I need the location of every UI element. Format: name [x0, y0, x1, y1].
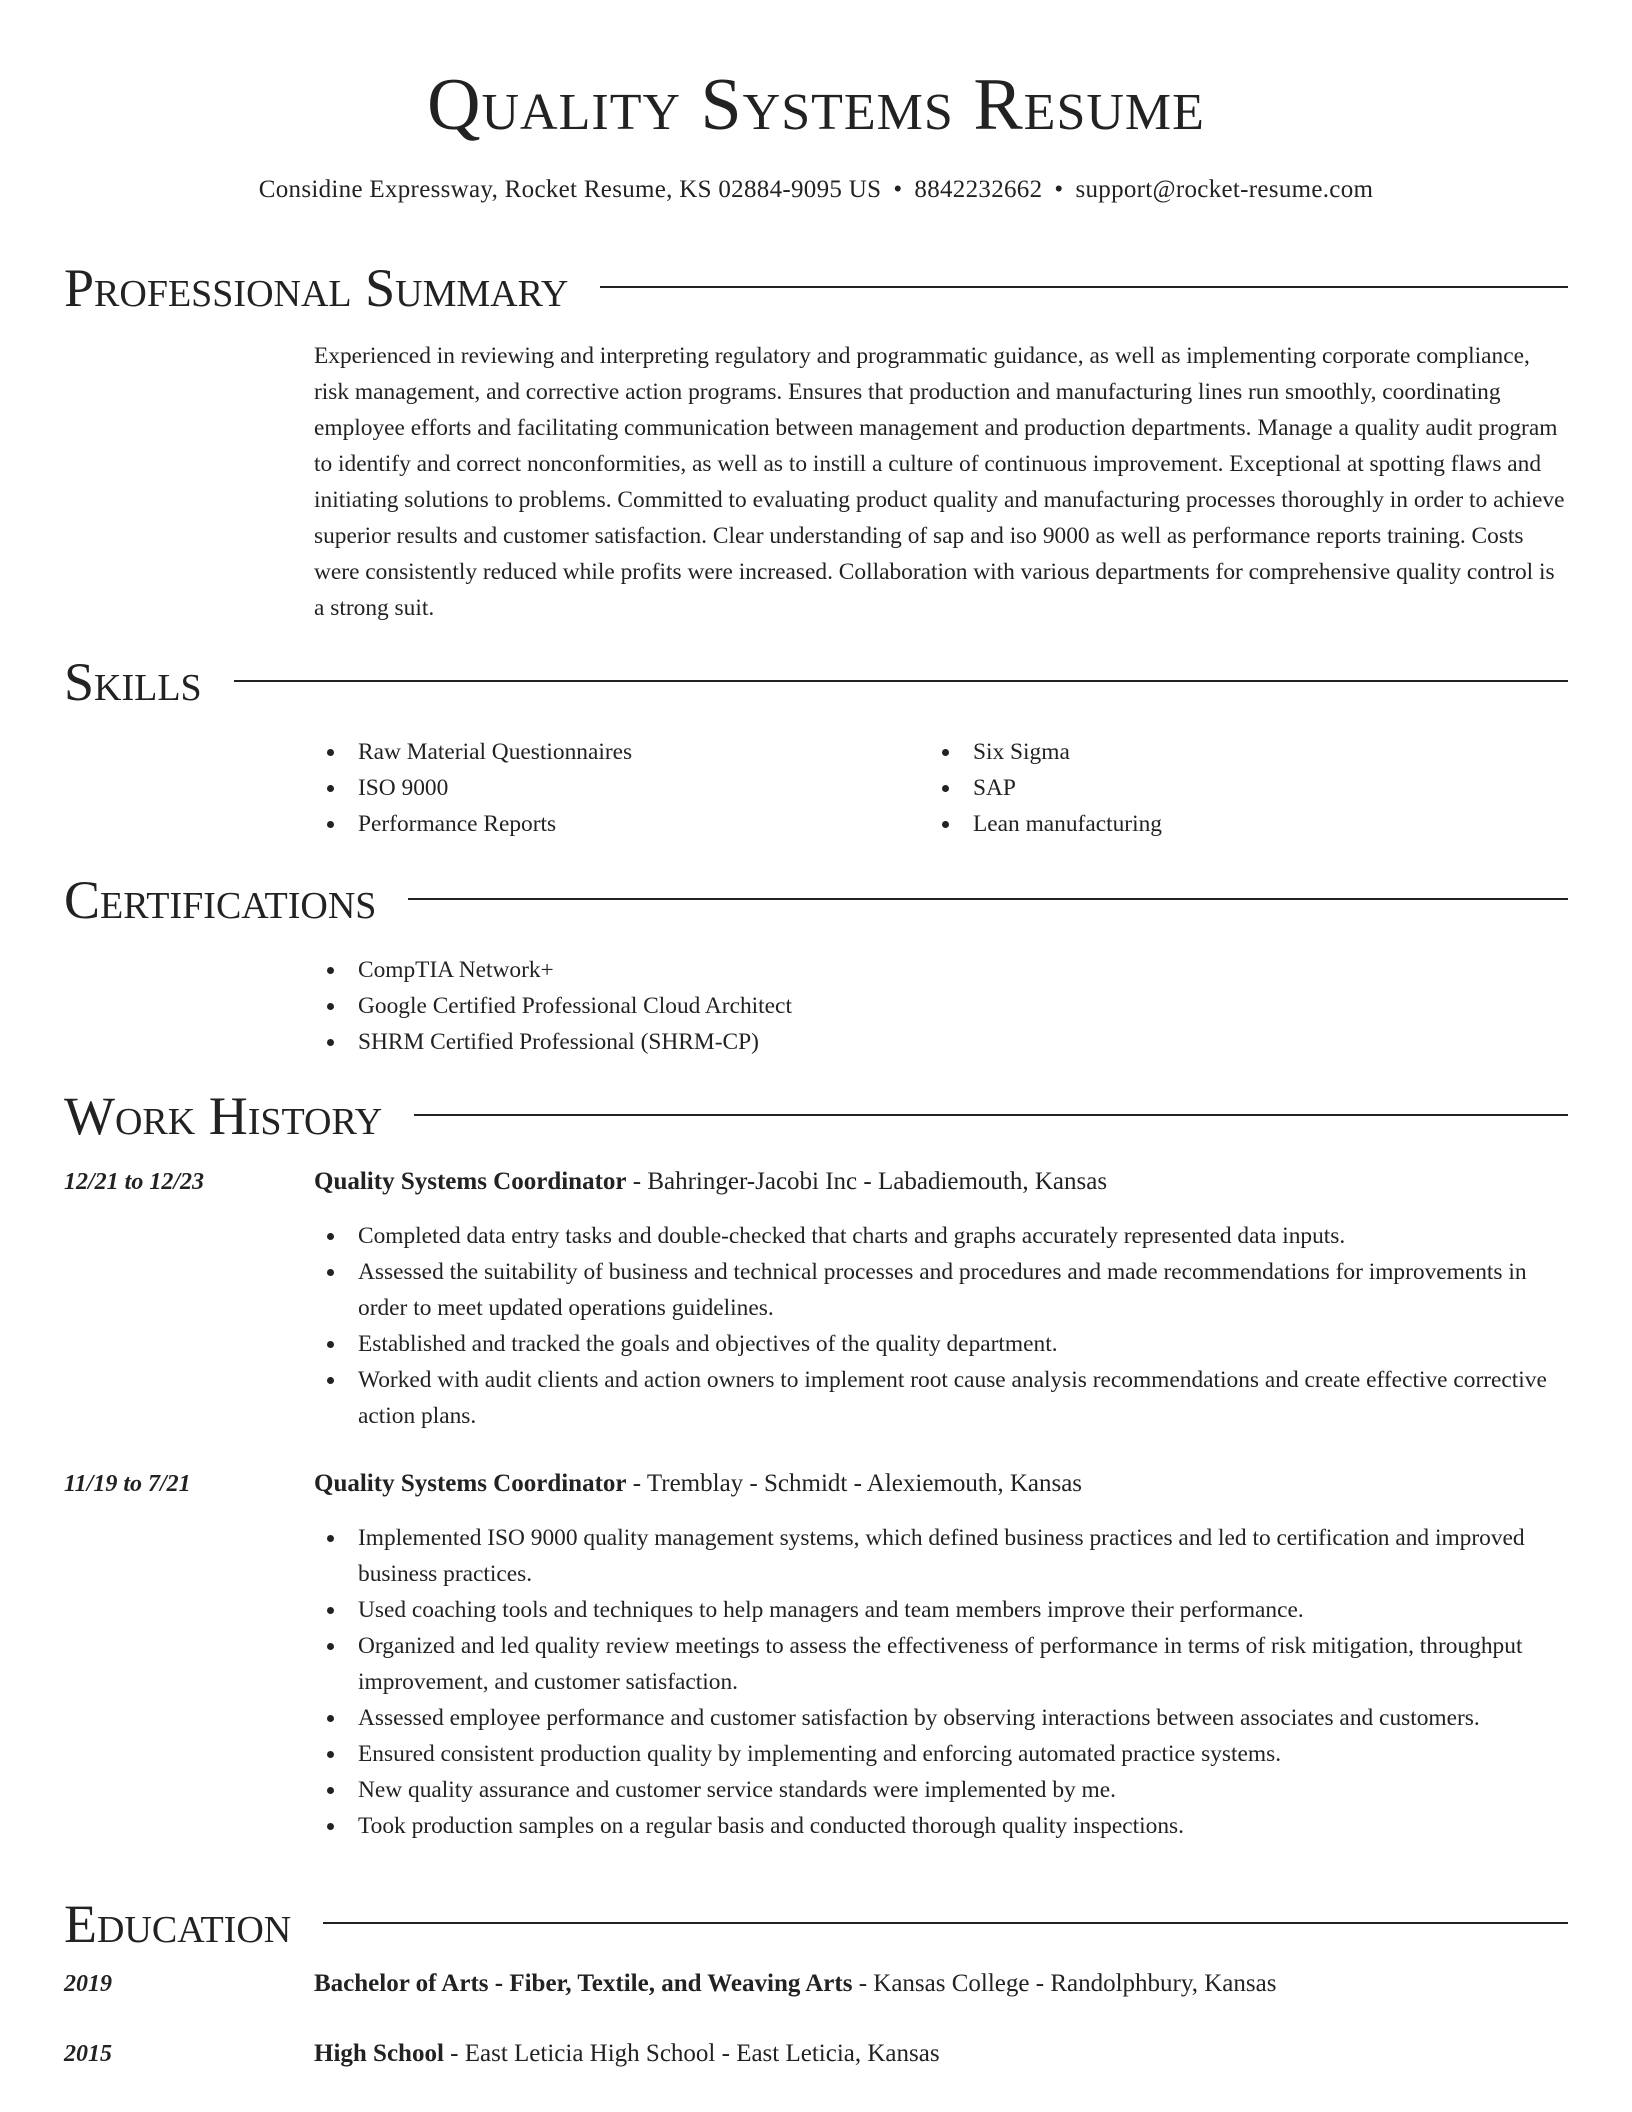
education-school: - Kansas College - Randolphbury, Kansas: [852, 1970, 1277, 1997]
skill-item: SAP: [929, 770, 1529, 806]
contact-line: [0, 172, 1632, 208]
job-dates: 11/19 to 7/21: [64, 1471, 191, 1497]
job-entry: [64, 1466, 1568, 1866]
education-degree: High School: [314, 2040, 444, 2067]
address-text: Considine Expressway, Rocket Resume, KS 02884-9095 US: [258, 176, 882, 203]
job-entry: [64, 1164, 1568, 1444]
section-divider: [64, 680, 1568, 682]
education-heading: [314, 2036, 1564, 2072]
certifications-list: [314, 952, 1514, 1060]
job-duty-item: Established and tracked the goals and objectives of the quality department.: [314, 1326, 1564, 1362]
job-duty-item: Completed data entry tasks and double-checked that charts and graphs accurately represented data inputs.: [314, 1218, 1564, 1254]
job-title: Quality Systems Coordinator: [314, 1470, 627, 1497]
skill-item: ISO 9000: [314, 770, 914, 806]
section-header-certifications: [64, 868, 1568, 938]
job-title: Quality Systems Coordinator: [314, 1168, 627, 1195]
skills-list-left: [314, 734, 914, 842]
education-year: 2019: [64, 1971, 112, 1997]
certification-item: Google Certified Professional Cloud Architect: [314, 988, 1514, 1024]
job-duty-item: Worked with audit clients and action owners to implement root cause analysis recommendations and create effective corrective action plans.: [314, 1362, 1564, 1434]
certification-item: CompTIA Network+: [314, 952, 1514, 988]
education-school: - East Leticia High School - East Leticia, Kansas: [443, 2040, 940, 2067]
skill-item: Six Sigma: [929, 734, 1529, 770]
job-duty-item: Organized and led quality review meetings to assess the effectiveness of performance in terms of risk mitigation, throughput improvement, and customer satisfaction.: [314, 1628, 1564, 1700]
job-duty-item: Assessed the suitability of business and technical processes and procedures and made recommendations for improvements in order to meet updated operations guidelines.: [314, 1254, 1564, 1326]
phone-text: 8842232662: [914, 176, 1043, 203]
skill-item: Lean manufacturing: [929, 806, 1529, 842]
summary-paragraph: Experienced in reviewing and interpreting regulatory and programmatic guidance, as well as implementing corporate compliance, risk management, and corrective action programs. Ensures that production and manufacturing lines run smoothly, coordinating employee efforts and facilitating communication between management and production departments. Manage a quality audit program to identify and correct nonconformities, as well as to instill a culture of continuous improvement. Exceptional at spotting flaws and initiating solutions to problems. Committed to evaluating product quality and manufacturing processes thoroughly in order to achieve superior results and customer satisfaction. Clear understanding of sap and iso 9000 as well as performance reports training. Costs were consistently reduced while profits were increased. Collaboration with various departments for comprehensive quality control is a strong suit.: [314, 343, 1565, 621]
separator-dot: •: [893, 176, 903, 203]
section-header-work-history: [64, 1084, 1568, 1154]
job-duty-item: Assessed employee performance and customer satisfaction by observing interactions between associates and customers.: [314, 1700, 1564, 1736]
education-heading: [314, 1966, 1564, 2002]
job-duty-item: Took production samples on a regular basis and conducted thorough quality inspections.: [314, 1808, 1564, 1844]
job-employer: - Bahringer-Jacobi Inc - Labadiemouth, Kansas: [626, 1168, 1108, 1195]
education-year: 2015: [64, 2041, 112, 2067]
education-entry: [64, 2036, 1568, 2076]
job-duty-item: Ensured consistent production quality by implementing and enforcing automated practice systems.: [314, 1736, 1564, 1772]
job-duty-item: Implemented ISO 9000 quality management systems, which defined business practices and led to certification and improved business practices.: [314, 1520, 1564, 1592]
section-title-work-history: Work History: [64, 1084, 414, 1148]
education-entry: [64, 1966, 1568, 2006]
education-degree: Bachelor of Arts - Fiber, Textile, and Weaving Arts: [314, 1970, 853, 1997]
skill-item: Performance Reports: [314, 806, 914, 842]
section-header-skills: [64, 650, 1568, 720]
section-header-summary: [64, 256, 1568, 326]
section-header-education: [64, 1892, 1568, 1962]
email-text: support@rocket-resume.com: [1075, 176, 1374, 203]
job-dates: 12/21 to 12/23: [64, 1169, 205, 1195]
job-heading: [314, 1164, 1564, 1200]
certification-item: SHRM Certified Professional (SHRM-CP): [314, 1024, 1514, 1060]
section-title-summary: Professional Summary: [64, 256, 600, 320]
section-title-certifications: Certifications: [64, 868, 408, 932]
separator-dot: •: [1054, 176, 1064, 203]
job-duties-list: [314, 1218, 1564, 1434]
skills-list-right: [929, 734, 1529, 842]
section-title-skills: Skills: [64, 650, 234, 714]
job-employer: - Tremblay - Schmidt - Alexiemouth, Kansas: [626, 1470, 1083, 1497]
job-duties-list: [314, 1520, 1564, 1844]
resume-title: Quality Systems Resume: [427, 64, 1205, 146]
skill-item: Raw Material Questionnaires: [314, 734, 914, 770]
job-heading: [314, 1466, 1564, 1502]
job-duty-item: New quality assurance and customer service standards were implemented by me.: [314, 1772, 1564, 1808]
job-duty-item: Used coaching tools and techniques to help managers and team members improve their performance.: [314, 1592, 1564, 1628]
section-title-education: Education: [64, 1892, 323, 1956]
